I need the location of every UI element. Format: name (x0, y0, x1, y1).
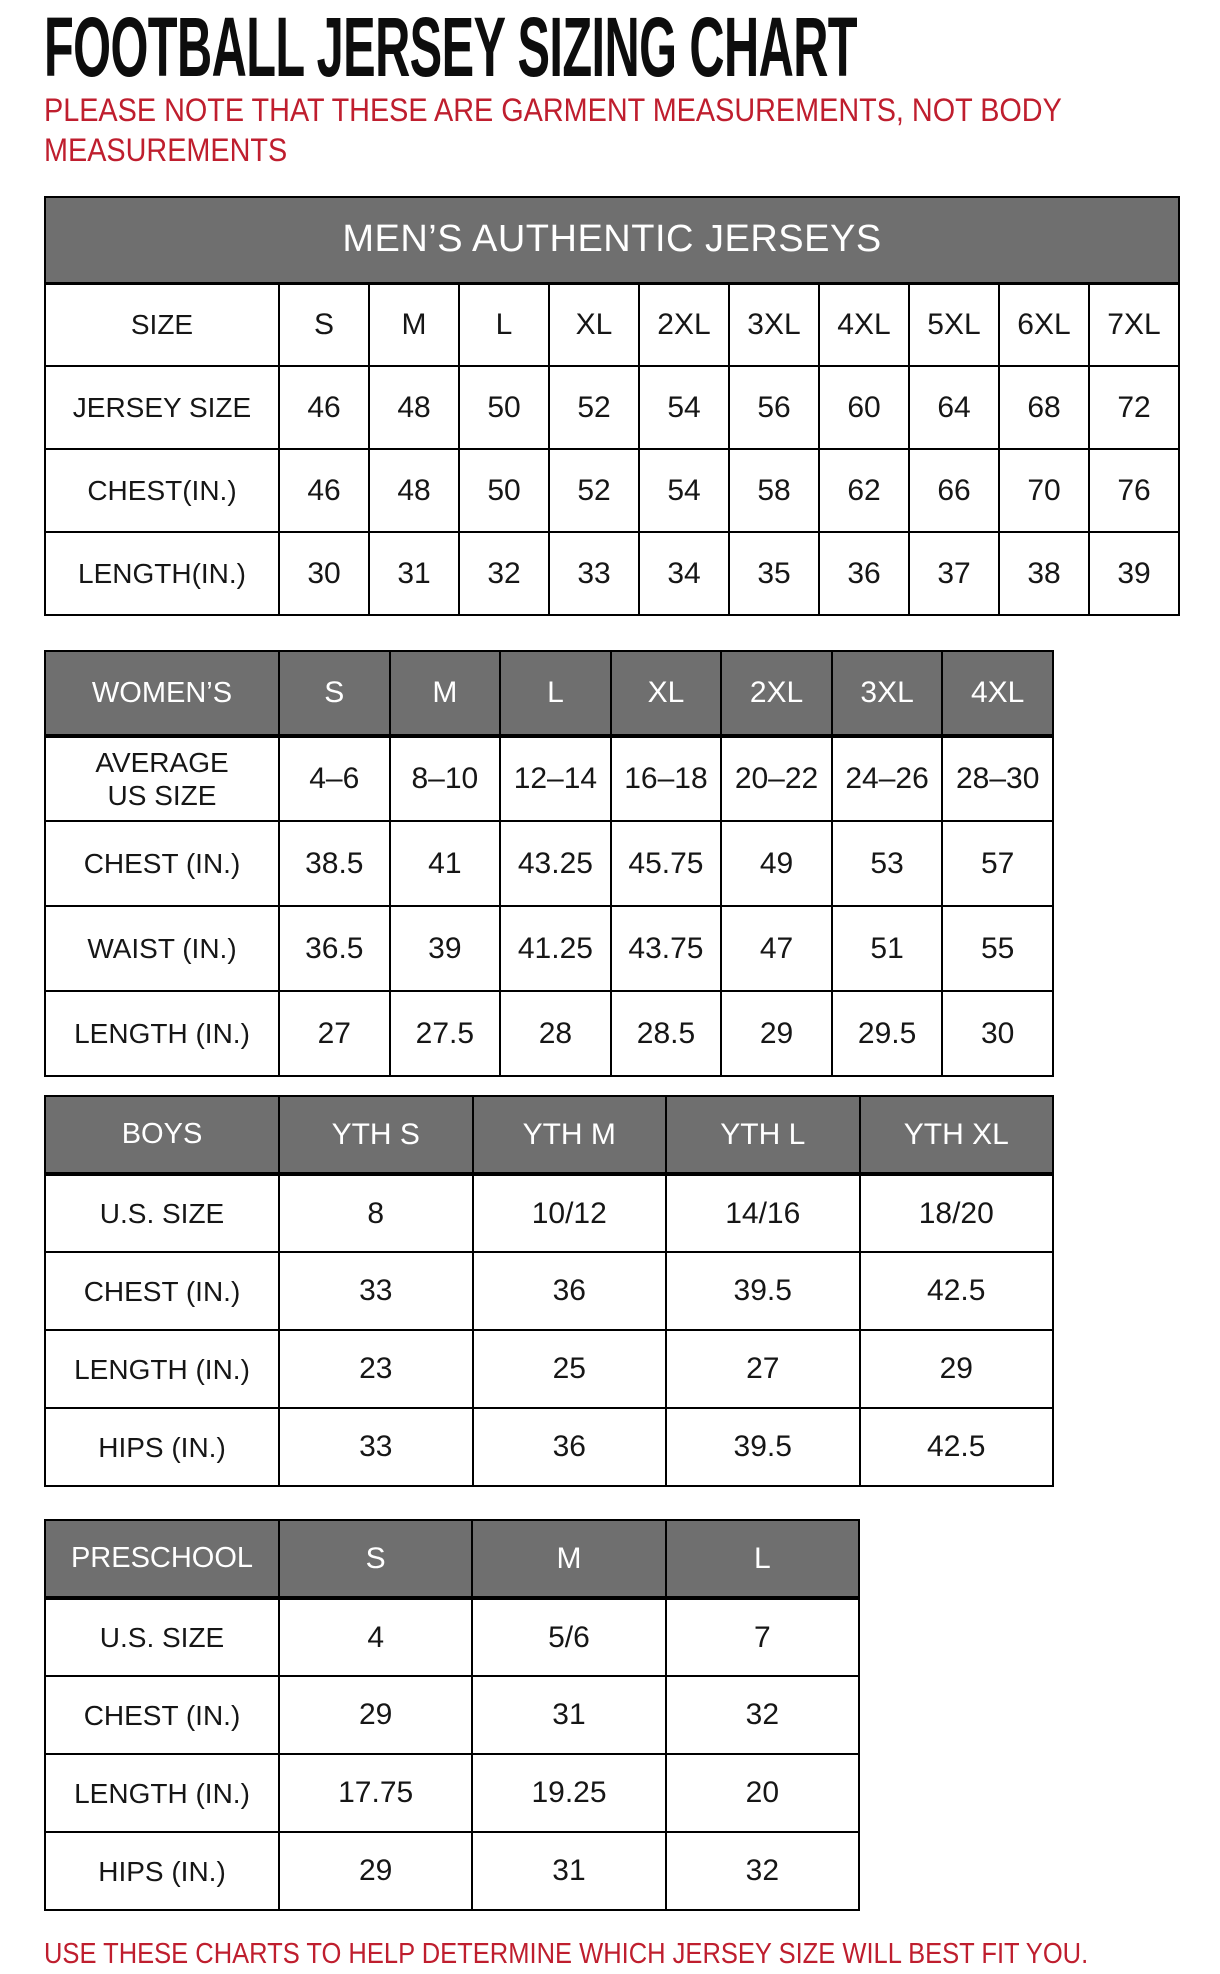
data-cell: 31 (369, 532, 459, 615)
data-cell: 33 (549, 532, 639, 615)
data-cell: 39.5 (666, 1252, 860, 1330)
row-label-cell: CHEST (IN.) (45, 1676, 279, 1754)
data-cell: 29 (279, 1676, 472, 1754)
row-label-cell: LENGTH (IN.) (45, 1330, 279, 1408)
table-row (45, 449, 1179, 532)
data-cell: 39 (1089, 532, 1179, 615)
data-cell: 27 (279, 991, 390, 1076)
data-cell: 28.5 (611, 991, 722, 1076)
data-cell: 27.5 (390, 991, 501, 1076)
row-label-cell: CHEST(IN.) (45, 449, 279, 532)
row-label-cell: SIZE (45, 283, 279, 366)
column-header-cell: L (666, 1520, 859, 1598)
table-row (45, 1174, 1053, 1252)
data-cell: 49 (721, 821, 832, 906)
column-header-cell: 6XL (999, 283, 1089, 366)
row-label-cell: U.S. SIZE (45, 1598, 279, 1676)
data-cell: 4 (279, 1598, 472, 1676)
data-cell: 36.5 (279, 906, 390, 991)
data-cell: 48 (369, 366, 459, 449)
data-cell: 60 (819, 366, 909, 449)
data-cell: 8–10 (390, 736, 501, 821)
column-header-cell: M (369, 283, 459, 366)
data-cell: 64 (909, 366, 999, 449)
data-cell: 68 (999, 366, 1089, 449)
data-cell: 41 (390, 821, 501, 906)
data-cell: 20 (666, 1754, 859, 1832)
data-cell: 38.5 (279, 821, 390, 906)
data-cell: 39.5 (666, 1408, 860, 1486)
data-cell: 17.75 (279, 1754, 472, 1832)
row-label-cell: LENGTH(IN.) (45, 532, 279, 615)
data-cell: 42.5 (860, 1252, 1054, 1330)
column-header-cell: XL (611, 651, 722, 736)
data-cell: 25 (473, 1330, 667, 1408)
preschool-sizing-table (44, 1519, 860, 1911)
data-cell: 55 (942, 906, 1053, 991)
column-header-cell: L (459, 283, 549, 366)
row-label-cell: JERSEY SIZE (45, 366, 279, 449)
data-cell: 38 (999, 532, 1089, 615)
column-header-cell: 2XL (639, 283, 729, 366)
table-row (45, 1330, 1053, 1408)
data-cell: 56 (729, 366, 819, 449)
row-label-cell: CHEST (IN.) (45, 821, 279, 906)
data-cell: 58 (729, 449, 819, 532)
column-header-cell: YTH L (666, 1096, 860, 1174)
data-cell: 34 (639, 532, 729, 615)
data-cell: 70 (999, 449, 1089, 532)
data-cell: 29 (279, 1832, 472, 1910)
table-row (45, 736, 1053, 821)
data-cell: 72 (1089, 366, 1179, 449)
row-label-cell: WAIST (IN.) (45, 906, 279, 991)
data-cell: 46 (279, 449, 369, 532)
data-cell: 53 (832, 821, 943, 906)
data-cell: 41.25 (500, 906, 611, 991)
column-header-cell: 4XL (942, 651, 1053, 736)
data-cell: 37 (909, 532, 999, 615)
data-cell: 8 (279, 1174, 473, 1252)
header-row (45, 283, 1179, 366)
data-cell: 52 (549, 366, 639, 449)
data-cell: 29 (860, 1330, 1054, 1408)
data-cell: 20–22 (721, 736, 832, 821)
column-header-cell: M (390, 651, 501, 736)
data-cell: 66 (909, 449, 999, 532)
row-label-cell: WOMEN’S (45, 651, 279, 736)
column-header-cell: YTH S (279, 1096, 473, 1174)
table-row (45, 1832, 859, 1910)
column-header-cell: XL (549, 283, 639, 366)
garment-measurements-note-text: PLEASE NOTE THAT THESE ARE GARMENT MEASUREMENTS, NOT BODY MEASUREMENTS (44, 92, 1062, 168)
column-header-cell: 3XL (729, 283, 819, 366)
data-cell: 18/20 (860, 1174, 1054, 1252)
data-cell: 32 (666, 1832, 859, 1910)
row-label-cell: AVERAGE US SIZE (45, 736, 279, 821)
row-label-cell: LENGTH (IN.) (45, 991, 279, 1076)
data-cell: 45.75 (611, 821, 722, 906)
data-cell: 43.25 (500, 821, 611, 906)
data-cell: 14/16 (666, 1174, 860, 1252)
data-cell: 36 (819, 532, 909, 615)
data-cell: 52 (549, 449, 639, 532)
column-header-cell: 5XL (909, 283, 999, 366)
data-cell: 19.25 (472, 1754, 665, 1832)
data-cell: 33 (279, 1252, 473, 1330)
data-cell: 30 (942, 991, 1053, 1076)
table-row (45, 906, 1053, 991)
womens-sizing-table (44, 650, 1054, 1077)
page-title (44, 0, 1220, 94)
column-header-cell: M (472, 1520, 665, 1598)
row-label-cell: U.S. SIZE (45, 1174, 279, 1252)
data-cell: 28 (500, 991, 611, 1076)
data-cell: 39 (390, 906, 501, 991)
table-row (45, 1676, 859, 1754)
data-cell: 30 (279, 532, 369, 615)
data-cell: 54 (639, 366, 729, 449)
column-header-cell: YTH M (473, 1096, 667, 1174)
data-cell: 54 (639, 449, 729, 532)
column-header-cell: S (279, 283, 369, 366)
data-cell: 47 (721, 906, 832, 991)
data-cell: 4–6 (279, 736, 390, 821)
table-title-row (45, 197, 1179, 283)
data-cell: 7 (666, 1598, 859, 1676)
data-cell: 23 (279, 1330, 473, 1408)
data-cell: 31 (472, 1832, 665, 1910)
table-row (45, 532, 1179, 615)
data-cell: 50 (459, 449, 549, 532)
row-label-cell: LENGTH (IN.) (45, 1754, 279, 1832)
data-cell: 12–14 (500, 736, 611, 821)
data-cell: 29.5 (832, 991, 943, 1076)
data-cell: 36 (473, 1252, 667, 1330)
table-row (45, 1754, 859, 1832)
column-header-cell: S (279, 1520, 472, 1598)
row-label-cell: PRESCHOOL (45, 1520, 279, 1598)
data-cell: 16–18 (611, 736, 722, 821)
header-row (45, 1520, 859, 1598)
page-title-text: FOOTBALL JERSEY SIZING CHART (44, 0, 857, 94)
data-cell: 50 (459, 366, 549, 449)
data-cell: 27 (666, 1330, 860, 1408)
column-header-cell: L (500, 651, 611, 736)
data-cell: 32 (666, 1676, 859, 1754)
column-header-cell: YTH XL (860, 1096, 1054, 1174)
table-row (45, 991, 1053, 1076)
data-cell: 24–26 (832, 736, 943, 821)
data-cell: 5/6 (472, 1598, 665, 1676)
table-row (45, 366, 1179, 449)
boys-sizing-table (44, 1095, 1054, 1487)
data-cell: 46 (279, 366, 369, 449)
data-cell: 35 (729, 532, 819, 615)
data-cell: 48 (369, 449, 459, 532)
header-row (45, 651, 1053, 736)
data-cell: 57 (942, 821, 1053, 906)
data-cell: 29 (721, 991, 832, 1076)
data-cell: 31 (472, 1676, 665, 1754)
garment-measurements-note (44, 90, 1220, 170)
data-cell: 10/12 (473, 1174, 667, 1252)
row-label-cell: CHEST (IN.) (45, 1252, 279, 1330)
column-header-cell: 7XL (1089, 283, 1179, 366)
data-cell: 33 (279, 1408, 473, 1486)
header-row (45, 1096, 1053, 1174)
data-cell: 28–30 (942, 736, 1053, 821)
data-cell: 62 (819, 449, 909, 532)
column-header-cell: 4XL (819, 283, 909, 366)
footer-note-text: USE THESE CHARTS TO HELP DETERMINE WHICH JERSEY SIZE WILL BEST FIT YOU. (44, 1938, 1089, 1970)
data-cell: 32 (459, 532, 549, 615)
row-label-cell: HIPS (IN.) (45, 1832, 279, 1910)
column-header-cell: 3XL (832, 651, 943, 736)
column-header-cell: 2XL (721, 651, 832, 736)
data-cell: 76 (1089, 449, 1179, 532)
table-row (45, 1252, 1053, 1330)
mens-sizing-table (44, 196, 1180, 616)
table-row (45, 1408, 1053, 1486)
data-cell: 43.75 (611, 906, 722, 991)
table-row (45, 821, 1053, 906)
mens-authentic-jerseys-title: MEN’S AUTHENTIC JERSEYS (45, 197, 1179, 283)
column-header-cell: S (279, 651, 390, 736)
table-row (45, 1598, 859, 1676)
data-cell: 36 (473, 1408, 667, 1486)
data-cell: 51 (832, 906, 943, 991)
data-cell: 42.5 (860, 1408, 1054, 1486)
row-label-cell: HIPS (IN.) (45, 1408, 279, 1486)
footer-note (44, 1937, 1220, 1973)
row-label-cell: BOYS (45, 1096, 279, 1174)
